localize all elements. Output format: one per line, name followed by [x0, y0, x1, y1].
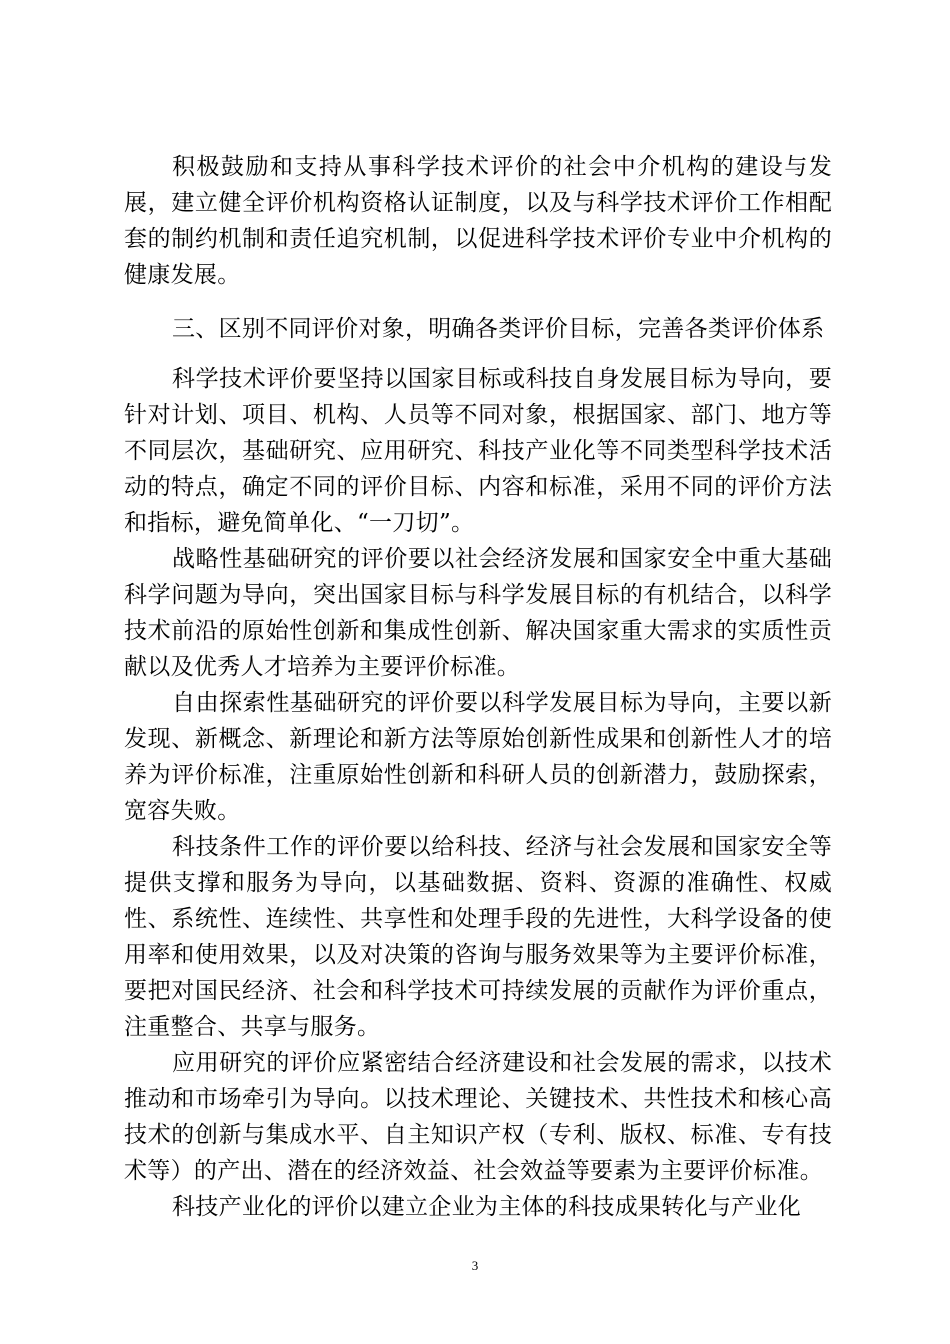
- paragraph-applied-research: 应用研究的评价应紧密结合经济建设和社会发展的需求，以技术推动和市场牵引为导向。以技术理论、关键技术、共性技术和核心高技术的创新与集成水平、自主知识产权（专利、版权、标准、专有技术等）的产出、潜在的经济效益、社会效益等要素为主要评价标准。: [124, 1050, 832, 1184]
- paragraph-free-exploration-research: 自由探索性基础研究的评价要以科学发展目标为导向，主要以新发现、新概念、新理论和新方法等原始创新性成果和创新性人才的培养为评价标准，注重原始性创新和科研人员的创新潜力，鼓励探索，宽容失败。: [124, 690, 832, 824]
- document-page: [124, 149, 832, 1225]
- section-heading-3: 三、区别不同评价对象，明确各类评价目标，完善各类评价体系: [172, 316, 825, 342]
- page-number: 3: [471, 1258, 479, 1273]
- paragraph-evaluation-orientation: 科学技术评价要坚持以国家目标或科技自身发展目标为导向，要针对计划、项目、机构、人员等不同对象，根据国家、部门、地方等不同层次，基础研究、应用研究、科技产业化等不同类型科学技术活动的特点，确定不同的评价目标、内容和标准，采用不同的评价方法和指标，避免简单化、“一刀切”。: [124, 366, 832, 536]
- paragraph-strategic-basic-research: 战略性基础研究的评价要以社会经济发展和国家安全中重大基础科学问题为导向，突出国家目标与科学发展目标的有机结合，以科学技术前沿的原始性创新和集成性创新、解决国家重大需求的实质性贡献以及优秀人才培养为主要评价标准。: [124, 546, 832, 680]
- paragraph-industrialization: 科技产业化的评价以建立企业为主体的科技成果转化与产业化: [172, 1194, 802, 1220]
- paragraph-science-conditions-work: 科技条件工作的评价要以给科技、经济与社会发展和国家安全等提供支撑和服务为导向，以基础数据、资料、资源的准确性、权威性、系统性、连续性、共享性和处理手段的先进性，大科学设备的使用率和使用效果，以及对决策的咨询与服务效果等为主要评价标准，要把对国民经济、社会和科学技术可持续发展的贡献作为评价重点，注重整合、共享与服务。: [124, 834, 832, 1040]
- paragraph-intermediary-agencies: 积极鼓励和支持从事科学技术评价的社会中介机构的建设与发展，建立健全评价机构资格认证制度，以及与科学技术评价工作相配套的制约机制和责任追究机制，以促进科学技术评价专业中介机构的健康发展。: [124, 154, 832, 288]
